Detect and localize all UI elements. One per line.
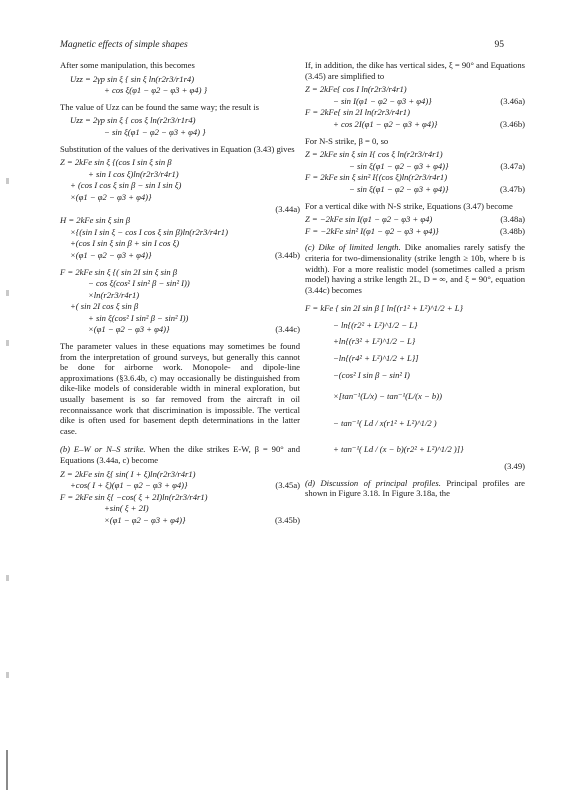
equation: + sin ξ(cos² I sin² β − sin² I)) [88, 312, 189, 323]
equation: Uzz = 2γp sin ξ { sin ξ ln(r2r3/r1r4) [70, 73, 195, 84]
equation: Uzz = 2γp sin ξ { cos ξ ln(r2r3/r1r4) [70, 115, 196, 126]
right-column [305, 60, 525, 502]
subsection-heading: (d) Discussion of principal profiles. [305, 477, 441, 488]
equation: + cos 2I(φ1 − φ2 − φ3 + φ4)} (3.46b) [333, 118, 525, 129]
equation: + tan⁻¹( Ld / (x − b)(r2² + L²)^1/2 )]} [333, 444, 464, 455]
equation: + sin I cos ξ)ln(r2r3/r4r1) [88, 168, 179, 179]
equation-3-49: F = kFe { sin 2I sin β [ ln{(r1² + L²)^1/2 + L} [305, 303, 463, 314]
equation: − cos ξ(cos² I sin² β − sin² I)) [88, 278, 190, 289]
equation: +ln{(r3² + L²)^1/2 − L} [333, 336, 416, 347]
paragraph: After some manipulation, this becomes [60, 60, 195, 70]
equation: +cos( I + ξ)(φ1 − φ2 − φ3 + φ4)} (3.45a) [70, 480, 300, 491]
equation: − sin ξ(φ1 − φ2 − φ3 + φ4)} (3.47a) [349, 160, 525, 171]
subsection-heading: (c) Dike of limited length. [305, 242, 401, 253]
equation: + cos ξ(φ1 − φ2 − φ3 + φ4) } [104, 85, 208, 96]
subsection-heading: (b) E–W or N–S strike. [60, 444, 146, 455]
equation-3-45b: F = 2kFe sin ξ{ −cos( ξ + 2I)ln(r2r3/r4r1) [60, 491, 208, 502]
equation: ×(φ1 − φ2 − φ3 + φ4)} [70, 191, 152, 202]
equation-3-47b: F = 2kFe sin ξ sin² I{(cos ξ)ln(r2r3/r4r1) [305, 172, 448, 183]
paragraph: (c) Dike of limited length. Dike anomalies rarely satisfy the criteria for two-dimensionality (strike length ≥ 10b, where b is width). For a more realistic model (sometimes called a prism model) having a strike length 2L, D = ∞, and ξ = 90°, equation (3.44c) becomes [305, 242, 525, 295]
paragraph: Substitution of the values of the derivatives in Equation (3.43) gives [60, 143, 295, 154]
left-column [60, 60, 300, 527]
equation: ×(φ1 − φ2 − φ3 + φ4)} (3.44b) [70, 249, 300, 260]
equation-3-48a: Z = −2kFe sin I(φ1 − φ2 − φ3 + φ4) (3.48a) [305, 214, 525, 225]
paragraph: For N-S strike, β = 0, so [305, 135, 389, 146]
equation-3-44c: F = 2kFe sin ξ {( sin 2I sin ξ sin β [60, 266, 178, 277]
page-number: 95 [494, 40, 504, 50]
equation-3-44a: Z = 2kFe sin ξ {(cos I sin ξ sin β [60, 157, 172, 168]
equation-3-46b: F = 2kFe{ sin 2I ln(r2r3/r4r1) [305, 107, 410, 118]
equation-tag: (3.44a) [275, 203, 300, 214]
equation-3-45a: Z = 2kFe sin ξ{ sin( I + ξ)ln(r2r3/r4r1) [60, 468, 196, 479]
equation: +sin( ξ + 2I) [104, 503, 149, 514]
equation-3-47a: Z = 2kFe sin ξ sin I{ cos ξ ln(r2r3/r4r1) [305, 149, 443, 160]
paragraph: (b) E–W or N–S strike. When the dike strikes E-W, β = 90° and Equations (3.44a, c) become [60, 444, 300, 465]
equation: − sin I(φ1 − φ2 − φ3 + φ4)} (3.46a) [333, 95, 525, 106]
equation: + (cos I cos ξ sin β − sin I sin ξ) [70, 180, 182, 191]
chapter-title: Magnetic effects of simple shapes [60, 40, 188, 50]
equation: −(cos² I sin β − sin² I) [333, 369, 410, 380]
equation: ×{(sin I sin ξ − cos I cos ξ sin β)ln(r2r3/r4r1) [70, 226, 228, 237]
paragraph: The value of Uzz can be found the same way; the result is [60, 101, 260, 112]
running-header [60, 40, 504, 54]
scan-margin-mark [6, 672, 9, 678]
equation: − ln{(r2² + L²)^1/2 − L} [333, 319, 418, 330]
paragraph: If, in addition, the dike has vertical sides, ξ = 90° and Equations (3.45) are simplified to [305, 60, 525, 81]
scan-margin-mark [6, 575, 9, 581]
paragraph: (d) Discussion of principal profiles. Principal profiles are shown in Figure 3.18. In Figure 3.18a, the [305, 477, 525, 499]
equation-tag: (3.49) [504, 461, 525, 472]
scan-margin-mark [6, 750, 8, 790]
equation: − tan⁻¹( Ld / x(r1² + L²)^1/2 ) [333, 417, 437, 428]
equation: ×(φ1 − φ2 − φ3 + φ4)} (3.45b) [104, 514, 300, 525]
equation-3-46a: Z = 2kFe{ cos I ln(r2r3/r4r1) [305, 84, 407, 95]
equation: − sin ξ(φ1 − φ2 − φ3 + φ4)} (3.47b) [349, 183, 525, 194]
equation-3-48b: F = −2kFe sin² I(φ1 − φ2 − φ3 + φ4)} (3.48b) [305, 225, 525, 236]
equation: ×[tan⁻¹(L/x) − tan⁻¹(L/(x − b)) [333, 391, 442, 402]
scan-margin-mark [6, 178, 9, 184]
scan-margin-mark [6, 290, 9, 296]
equation: ×ln(r2r3/r4r1) [88, 289, 140, 300]
equation: − sin ξ(φ1 − φ2 − φ3 + φ4) } [104, 126, 206, 137]
equation: −ln{(r4² + L²)^1/2 + L}] [333, 353, 419, 364]
equation: ×(φ1 − φ2 − φ3 + φ4)} (3.44c) [88, 324, 300, 335]
equation: +( sin 2I cos ξ sin β [70, 301, 139, 312]
equation-3-44b: H = 2kFe sin ξ sin β [60, 215, 131, 226]
equation: +(cos I sin ξ sin β + sin I cos ξ) [70, 238, 180, 249]
paragraph: For a vertical dike with N-S strike, Equations (3.47) become [305, 200, 513, 211]
paragraph: The parameter values in these equations may sometimes be found from the interpretation of ground surveys, but generally this cannot be done for airborne work. Monopole- and dipole-line approximations (§3.6.4b, c) may occasionally be distinguished from dike-like models of considerable width in mineral exploration, but usually basement is so far removed from the aircraft in oil reconnaissance work that discrimination is impossible. The vertical dike is often used for basement depth determinations in the latter case. [60, 341, 300, 436]
scan-margin-mark [6, 340, 9, 346]
